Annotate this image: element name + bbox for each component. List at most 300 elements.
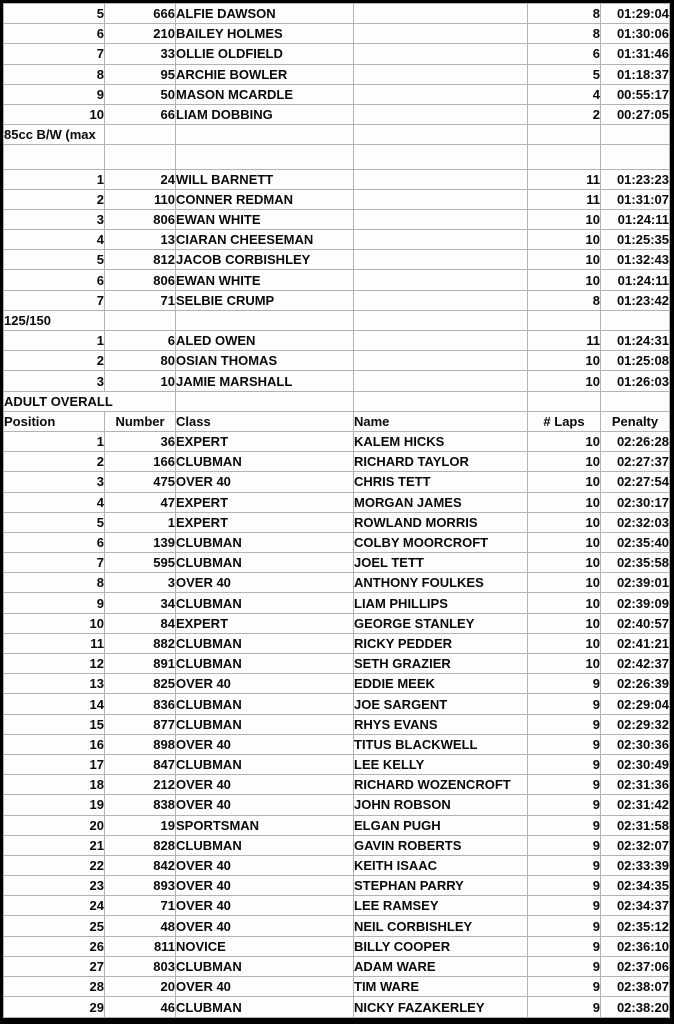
cell-class: CLUBMAN bbox=[176, 997, 354, 1018]
cell-position: 1 bbox=[4, 331, 105, 351]
cell-laps: 10 bbox=[528, 492, 601, 512]
empty-cell bbox=[528, 391, 601, 411]
table-row bbox=[4, 104, 670, 124]
cell-number: 828 bbox=[105, 835, 176, 855]
cell-empty-name bbox=[354, 351, 528, 371]
cell-laps: 9 bbox=[528, 775, 601, 795]
table-row bbox=[4, 573, 670, 593]
cell-class: CLUBMAN bbox=[176, 754, 354, 774]
table-row bbox=[4, 250, 670, 270]
table-row bbox=[4, 532, 670, 552]
cell-number: 666 bbox=[105, 4, 176, 24]
cell-laps: 9 bbox=[528, 694, 601, 714]
cell-penalty: 02:37:06 bbox=[601, 956, 670, 976]
cell-laps: 10 bbox=[528, 613, 601, 633]
table-row bbox=[4, 431, 670, 451]
cell-number: 803 bbox=[105, 956, 176, 976]
cell-class: OVER 40 bbox=[176, 734, 354, 754]
empty-cell bbox=[601, 145, 670, 169]
cell-penalty: 02:34:35 bbox=[601, 876, 670, 896]
cell-class: EXPERT bbox=[176, 492, 354, 512]
table-row bbox=[4, 815, 670, 835]
cell-position: 27 bbox=[4, 956, 105, 976]
cell-empty-name bbox=[354, 24, 528, 44]
cell-position: 5 bbox=[4, 512, 105, 532]
cell-name: OSIAN THOMAS bbox=[176, 351, 354, 371]
cell-name: RHYS EVANS bbox=[354, 714, 528, 734]
cell-penalty: 02:27:54 bbox=[601, 472, 670, 492]
cell-name: GAVIN ROBERTS bbox=[354, 835, 528, 855]
cell-position: 9 bbox=[4, 593, 105, 613]
cell-position: 3 bbox=[4, 371, 105, 391]
table-row bbox=[4, 270, 670, 290]
cell-position: 28 bbox=[4, 977, 105, 997]
cell-penalty: 01:25:08 bbox=[601, 351, 670, 371]
cell-number: 139 bbox=[105, 532, 176, 552]
table-row bbox=[4, 593, 670, 613]
cell-laps: 8 bbox=[528, 290, 601, 310]
cell-class: OVER 40 bbox=[176, 896, 354, 916]
cell-laps: 10 bbox=[528, 532, 601, 552]
cell-number: 10 bbox=[105, 371, 176, 391]
cell-penalty: 01:23:42 bbox=[601, 290, 670, 310]
cell-name: ALFIE DAWSON bbox=[176, 4, 354, 24]
table-row bbox=[4, 4, 670, 24]
cell-penalty: 01:24:11 bbox=[601, 270, 670, 290]
cell-number: 20 bbox=[105, 977, 176, 997]
cell-position: 6 bbox=[4, 532, 105, 552]
cell-position: 6 bbox=[4, 24, 105, 44]
cell-name: NEIL CORBISHLEY bbox=[354, 916, 528, 936]
cell-position: 5 bbox=[4, 250, 105, 270]
cell-laps: 9 bbox=[528, 936, 601, 956]
empty-cell bbox=[4, 145, 105, 169]
cell-name: ROWLAND MORRIS bbox=[354, 512, 528, 532]
cell-number: 84 bbox=[105, 613, 176, 633]
cell-laps: 9 bbox=[528, 896, 601, 916]
cell-laps: 10 bbox=[528, 351, 601, 371]
cell-empty-name bbox=[354, 250, 528, 270]
cell-penalty: 00:55:17 bbox=[601, 84, 670, 104]
section-title: 125/150 bbox=[4, 310, 105, 330]
cell-number: 66 bbox=[105, 104, 176, 124]
table-row bbox=[4, 492, 670, 512]
cell-number: 33 bbox=[105, 44, 176, 64]
cell-laps: 10 bbox=[528, 209, 601, 229]
table-row bbox=[4, 936, 670, 956]
cell-penalty: 02:33:39 bbox=[601, 855, 670, 875]
cell-penalty: 02:40:57 bbox=[601, 613, 670, 633]
table-row bbox=[4, 24, 670, 44]
cell-empty-name bbox=[354, 169, 528, 189]
empty-cell bbox=[105, 145, 176, 169]
column-header-position: Position bbox=[4, 411, 105, 431]
cell-class: EXPERT bbox=[176, 512, 354, 532]
cell-position: 16 bbox=[4, 734, 105, 754]
cell-name: EDDIE MEEK bbox=[354, 674, 528, 694]
cell-name: CHRIS TETT bbox=[354, 472, 528, 492]
cell-laps: 11 bbox=[528, 169, 601, 189]
cell-penalty: 01:31:46 bbox=[601, 44, 670, 64]
results-table bbox=[3, 3, 670, 1018]
cell-class: CLUBMAN bbox=[176, 714, 354, 734]
cell-name: JOHN ROBSON bbox=[354, 795, 528, 815]
table-row bbox=[4, 189, 670, 209]
cell-class: EXPERT bbox=[176, 613, 354, 633]
cell-penalty: 02:31:42 bbox=[601, 795, 670, 815]
cell-penalty: 02:39:01 bbox=[601, 573, 670, 593]
cell-position: 7 bbox=[4, 290, 105, 310]
cell-laps: 9 bbox=[528, 956, 601, 976]
cell-penalty: 02:26:28 bbox=[601, 431, 670, 451]
cell-name: TIM WARE bbox=[354, 977, 528, 997]
cell-position: 11 bbox=[4, 633, 105, 653]
column-header-row bbox=[4, 411, 670, 431]
cell-name: JOEL TETT bbox=[354, 553, 528, 573]
table-row bbox=[4, 371, 670, 391]
empty-cell bbox=[176, 391, 354, 411]
cell-empty-name bbox=[354, 64, 528, 84]
cell-position: 18 bbox=[4, 775, 105, 795]
cell-laps: 10 bbox=[528, 452, 601, 472]
table-row bbox=[4, 44, 670, 64]
cell-position: 29 bbox=[4, 997, 105, 1018]
empty-cell bbox=[528, 145, 601, 169]
cell-position: 10 bbox=[4, 104, 105, 124]
blank-row bbox=[4, 145, 670, 169]
cell-laps: 10 bbox=[528, 633, 601, 653]
cell-laps: 10 bbox=[528, 573, 601, 593]
cell-position: 4 bbox=[4, 230, 105, 250]
cell-laps: 10 bbox=[528, 512, 601, 532]
cell-name: RICHARD WOZENCROFT bbox=[354, 775, 528, 795]
cell-penalty: 02:32:07 bbox=[601, 835, 670, 855]
cell-laps: 9 bbox=[528, 714, 601, 734]
table-row bbox=[4, 654, 670, 674]
cell-laps: 10 bbox=[528, 654, 601, 674]
cell-empty-name bbox=[354, 84, 528, 104]
table-row bbox=[4, 64, 670, 84]
cell-penalty: 02:35:58 bbox=[601, 553, 670, 573]
section-title-row bbox=[4, 310, 670, 330]
cell-class: OVER 40 bbox=[176, 876, 354, 896]
cell-laps: 9 bbox=[528, 734, 601, 754]
cell-penalty: 01:24:31 bbox=[601, 331, 670, 351]
cell-number: 475 bbox=[105, 472, 176, 492]
cell-name: LIAM PHILLIPS bbox=[354, 593, 528, 613]
cell-number: 48 bbox=[105, 916, 176, 936]
cell-name: JOE SARGENT bbox=[354, 694, 528, 714]
cell-penalty: 02:29:32 bbox=[601, 714, 670, 734]
column-header-number: Number bbox=[105, 411, 176, 431]
cell-class: NOVICE bbox=[176, 936, 354, 956]
empty-cell bbox=[354, 125, 528, 145]
cell-penalty: 01:31:07 bbox=[601, 189, 670, 209]
cell-number: 110 bbox=[105, 189, 176, 209]
cell-laps: 9 bbox=[528, 835, 601, 855]
empty-cell bbox=[528, 310, 601, 330]
cell-position: 13 bbox=[4, 674, 105, 694]
table-row bbox=[4, 977, 670, 997]
cell-position: 25 bbox=[4, 916, 105, 936]
cell-name: LEE RAMSEY bbox=[354, 896, 528, 916]
cell-empty-name bbox=[354, 44, 528, 64]
cell-empty-name bbox=[354, 189, 528, 209]
cell-number: 877 bbox=[105, 714, 176, 734]
column-header-laps: # Laps bbox=[528, 411, 601, 431]
table-row bbox=[4, 674, 670, 694]
cell-class: CLUBMAN bbox=[176, 835, 354, 855]
empty-cell bbox=[354, 145, 528, 169]
cell-penalty: 02:29:04 bbox=[601, 694, 670, 714]
cell-penalty: 02:30:49 bbox=[601, 754, 670, 774]
cell-class: OVER 40 bbox=[176, 674, 354, 694]
cell-number: 50 bbox=[105, 84, 176, 104]
cell-empty-name bbox=[354, 270, 528, 290]
cell-name: ANTHONY FOULKES bbox=[354, 573, 528, 593]
cell-class: OVER 40 bbox=[176, 472, 354, 492]
cell-laps: 10 bbox=[528, 270, 601, 290]
table-row bbox=[4, 916, 670, 936]
cell-position: 4 bbox=[4, 492, 105, 512]
empty-cell bbox=[176, 125, 354, 145]
cell-laps: 9 bbox=[528, 674, 601, 694]
cell-number: 210 bbox=[105, 24, 176, 44]
cell-position: 2 bbox=[4, 452, 105, 472]
table-row bbox=[4, 835, 670, 855]
cell-laps: 11 bbox=[528, 331, 601, 351]
table-row bbox=[4, 290, 670, 310]
cell-class: OVER 40 bbox=[176, 977, 354, 997]
cell-penalty: 02:36:10 bbox=[601, 936, 670, 956]
cell-position: 14 bbox=[4, 694, 105, 714]
cell-laps: 2 bbox=[528, 104, 601, 124]
cell-position: 26 bbox=[4, 936, 105, 956]
cell-name: JAMIE MARSHALL bbox=[176, 371, 354, 391]
cell-position: 23 bbox=[4, 876, 105, 896]
cell-penalty: 02:35:40 bbox=[601, 532, 670, 552]
cell-number: 1 bbox=[105, 512, 176, 532]
cell-penalty: 02:26:39 bbox=[601, 674, 670, 694]
cell-name: MORGAN JAMES bbox=[354, 492, 528, 512]
cell-penalty: 02:42:37 bbox=[601, 654, 670, 674]
cell-class: OVER 40 bbox=[176, 573, 354, 593]
cell-number: 80 bbox=[105, 351, 176, 371]
cell-number: 71 bbox=[105, 290, 176, 310]
results-sheet bbox=[3, 3, 670, 1018]
cell-position: 19 bbox=[4, 795, 105, 815]
cell-laps: 10 bbox=[528, 553, 601, 573]
cell-position: 2 bbox=[4, 189, 105, 209]
empty-cell bbox=[105, 310, 176, 330]
cell-position: 7 bbox=[4, 553, 105, 573]
cell-position: 3 bbox=[4, 472, 105, 492]
cell-number: 836 bbox=[105, 694, 176, 714]
cell-name: ARCHIE BOWLER bbox=[176, 64, 354, 84]
cell-penalty: 01:18:37 bbox=[601, 64, 670, 84]
cell-laps: 9 bbox=[528, 815, 601, 835]
cell-laps: 10 bbox=[528, 371, 601, 391]
cell-class: CLUBMAN bbox=[176, 553, 354, 573]
table-row bbox=[4, 775, 670, 795]
cell-class: OVER 40 bbox=[176, 775, 354, 795]
cell-number: 166 bbox=[105, 452, 176, 472]
cell-number: 71 bbox=[105, 896, 176, 916]
cell-number: 34 bbox=[105, 593, 176, 613]
cell-class: CLUBMAN bbox=[176, 956, 354, 976]
cell-penalty: 01:30:06 bbox=[601, 24, 670, 44]
cell-name: EWAN WHITE bbox=[176, 209, 354, 229]
cell-laps: 10 bbox=[528, 230, 601, 250]
cell-number: 811 bbox=[105, 936, 176, 956]
cell-laps: 9 bbox=[528, 754, 601, 774]
section-title-row bbox=[4, 125, 670, 145]
results-table-body bbox=[4, 4, 670, 1018]
cell-number: 95 bbox=[105, 64, 176, 84]
cell-name: CIARAN CHEESEMAN bbox=[176, 230, 354, 250]
cell-number: 812 bbox=[105, 250, 176, 270]
cell-empty-name bbox=[354, 371, 528, 391]
cell-class: OVER 40 bbox=[176, 855, 354, 875]
cell-name: ALED OWEN bbox=[176, 331, 354, 351]
cell-name: COLBY MOORCROFT bbox=[354, 532, 528, 552]
cell-name: TITUS BLACKWELL bbox=[354, 734, 528, 754]
table-row bbox=[4, 633, 670, 653]
table-row bbox=[4, 351, 670, 371]
cell-empty-name bbox=[354, 209, 528, 229]
section-title: ADULT OVERALL bbox=[4, 391, 176, 411]
cell-laps: 8 bbox=[528, 4, 601, 24]
empty-cell bbox=[176, 145, 354, 169]
cell-penalty: 02:34:37 bbox=[601, 896, 670, 916]
cell-empty-name bbox=[354, 4, 528, 24]
cell-laps: 8 bbox=[528, 24, 601, 44]
cell-name: BILLY COOPER bbox=[354, 936, 528, 956]
cell-number: 13 bbox=[105, 230, 176, 250]
cell-laps: 10 bbox=[528, 431, 601, 451]
cell-position: 24 bbox=[4, 896, 105, 916]
cell-name: EWAN WHITE bbox=[176, 270, 354, 290]
cell-laps: 5 bbox=[528, 64, 601, 84]
cell-number: 595 bbox=[105, 553, 176, 573]
cell-laps: 11 bbox=[528, 189, 601, 209]
empty-cell bbox=[354, 310, 528, 330]
cell-number: 847 bbox=[105, 754, 176, 774]
cell-laps: 9 bbox=[528, 876, 601, 896]
cell-position: 7 bbox=[4, 44, 105, 64]
table-row bbox=[4, 714, 670, 734]
cell-laps: 10 bbox=[528, 472, 601, 492]
cell-number: 882 bbox=[105, 633, 176, 653]
cell-number: 842 bbox=[105, 855, 176, 875]
cell-penalty: 02:31:58 bbox=[601, 815, 670, 835]
cell-laps: 10 bbox=[528, 250, 601, 270]
cell-name: LEE KELLY bbox=[354, 754, 528, 774]
empty-cell bbox=[354, 391, 528, 411]
table-row bbox=[4, 230, 670, 250]
cell-class: EXPERT bbox=[176, 431, 354, 451]
cell-name: JACOB CORBISHLEY bbox=[176, 250, 354, 270]
cell-class: SPORTSMAN bbox=[176, 815, 354, 835]
cell-penalty: 01:29:04 bbox=[601, 4, 670, 24]
table-row bbox=[4, 169, 670, 189]
table-row bbox=[4, 613, 670, 633]
empty-cell bbox=[528, 125, 601, 145]
cell-penalty: 02:35:12 bbox=[601, 916, 670, 936]
empty-cell bbox=[105, 125, 176, 145]
table-row bbox=[4, 472, 670, 492]
cell-name: RICKY PEDDER bbox=[354, 633, 528, 653]
cell-number: 19 bbox=[105, 815, 176, 835]
cell-penalty: 02:38:20 bbox=[601, 997, 670, 1018]
cell-name: NICKY FAZAKERLEY bbox=[354, 997, 528, 1018]
empty-cell bbox=[601, 391, 670, 411]
column-header-class: Class bbox=[176, 411, 354, 431]
cell-name: KEITH ISAAC bbox=[354, 855, 528, 875]
cell-class: CLUBMAN bbox=[176, 654, 354, 674]
cell-position: 5 bbox=[4, 4, 105, 24]
table-row bbox=[4, 452, 670, 472]
cell-name: BAILEY HOLMES bbox=[176, 24, 354, 44]
cell-position: 21 bbox=[4, 835, 105, 855]
cell-name: ELGAN PUGH bbox=[354, 815, 528, 835]
cell-class: CLUBMAN bbox=[176, 633, 354, 653]
table-row bbox=[4, 956, 670, 976]
cell-name: SETH GRAZIER bbox=[354, 654, 528, 674]
cell-number: 825 bbox=[105, 674, 176, 694]
cell-penalty: 02:32:03 bbox=[601, 512, 670, 532]
cell-number: 36 bbox=[105, 431, 176, 451]
cell-position: 12 bbox=[4, 654, 105, 674]
cell-position: 22 bbox=[4, 855, 105, 875]
cell-name: ADAM WARE bbox=[354, 956, 528, 976]
table-row bbox=[4, 512, 670, 532]
cell-penalty: 02:41:21 bbox=[601, 633, 670, 653]
cell-empty-name bbox=[354, 290, 528, 310]
cell-class: CLUBMAN bbox=[176, 593, 354, 613]
column-header-penalty: Penalty bbox=[601, 411, 670, 431]
cell-number: 898 bbox=[105, 734, 176, 754]
cell-penalty: 02:31:36 bbox=[601, 775, 670, 795]
cell-laps: 9 bbox=[528, 795, 601, 815]
table-row bbox=[4, 876, 670, 896]
cell-position: 3 bbox=[4, 209, 105, 229]
cell-penalty: 01:25:35 bbox=[601, 230, 670, 250]
cell-name: LIAM DOBBING bbox=[176, 104, 354, 124]
cell-number: 838 bbox=[105, 795, 176, 815]
cell-position: 1 bbox=[4, 431, 105, 451]
cell-penalty: 01:24:11 bbox=[601, 209, 670, 229]
table-row bbox=[4, 331, 670, 351]
cell-name: SELBIE CRUMP bbox=[176, 290, 354, 310]
cell-laps: 6 bbox=[528, 44, 601, 64]
cell-penalty: 02:38:07 bbox=[601, 977, 670, 997]
table-row bbox=[4, 997, 670, 1018]
cell-laps: 9 bbox=[528, 855, 601, 875]
cell-empty-name bbox=[354, 331, 528, 351]
table-row bbox=[4, 734, 670, 754]
cell-number: 806 bbox=[105, 270, 176, 290]
cell-class: CLUBMAN bbox=[176, 532, 354, 552]
table-row bbox=[4, 209, 670, 229]
table-row bbox=[4, 795, 670, 815]
cell-position: 2 bbox=[4, 351, 105, 371]
cell-penalty: 02:39:09 bbox=[601, 593, 670, 613]
cell-position: 15 bbox=[4, 714, 105, 734]
cell-number: 893 bbox=[105, 876, 176, 896]
cell-name: RICHARD TAYLOR bbox=[354, 452, 528, 472]
cell-empty-name bbox=[354, 230, 528, 250]
